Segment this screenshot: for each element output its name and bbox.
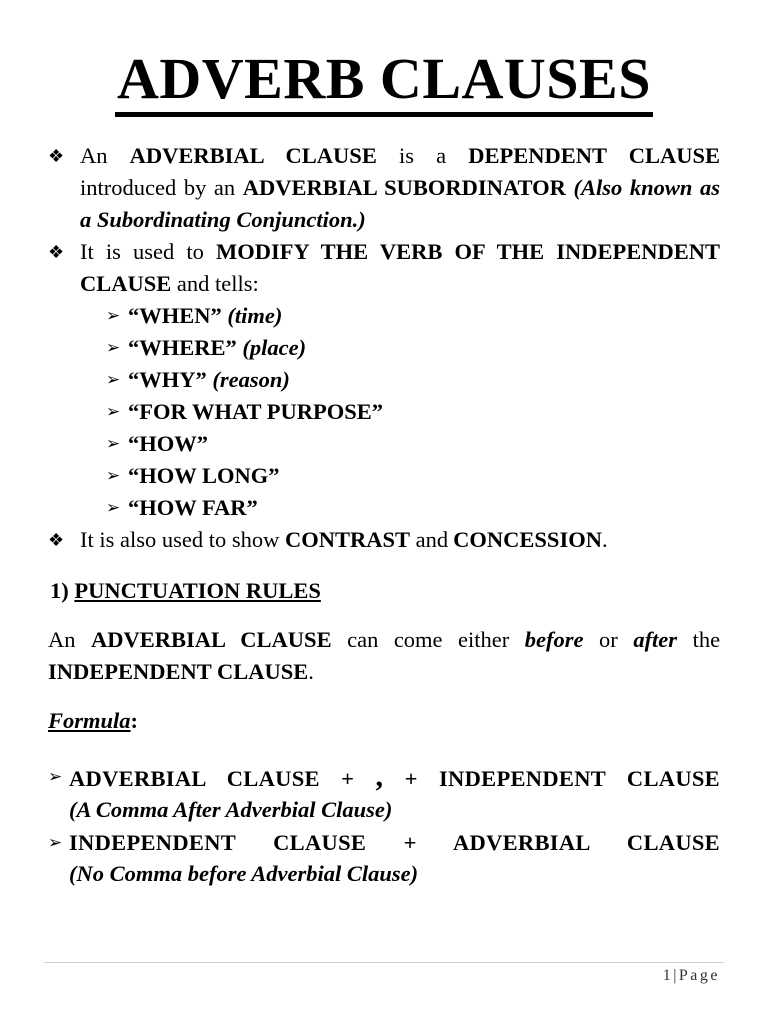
formula-label-text: Formula — [48, 708, 131, 733]
footer-divider — [44, 962, 724, 963]
formula-rule-2-part-a: INDEPENDENT CLAUSE + ADVERBIAL CLAUSE — [69, 830, 720, 855]
para-the: the — [692, 627, 721, 652]
para-term-independent-clause: INDEPENDENT CLAUSE — [48, 659, 309, 684]
tells-label: “FOR WHAT PURPOSE” — [128, 399, 384, 424]
intro-3-text-b: and — [415, 527, 449, 552]
page-label: Page — [678, 967, 720, 984]
intro-2-text-a: It is used to — [80, 239, 204, 264]
tells-label: “HOW FAR” — [128, 495, 258, 520]
intro-1-text-a: An — [80, 143, 108, 168]
formula-rule-1-part-b: + INDEPENDENT CLAUSE — [404, 766, 720, 791]
intro-3-period: . — [601, 527, 608, 552]
formula-label — [48, 705, 138, 737]
list-item — [106, 300, 720, 332]
page-title: ADVERB CLAUSES — [115, 48, 653, 117]
arrow-bullet-icon: ➢ — [48, 833, 63, 852]
list-item — [106, 396, 720, 428]
intro-2-text-b: and tells: — [176, 271, 259, 296]
footer-separator: | — [673, 967, 679, 984]
intro-1-term-subordinator: ADVERBIAL SUBORDINATOR — [242, 175, 566, 200]
list-item — [106, 428, 720, 460]
arrow-bullet-icon: ➢ — [106, 402, 121, 421]
tells-label: “HOW LONG” — [128, 463, 280, 488]
tells-hint: (place) — [242, 335, 307, 360]
list-item — [106, 492, 720, 524]
para-period: . — [308, 659, 314, 684]
tells-list — [106, 300, 720, 524]
arrow-bullet-icon: ➢ — [106, 434, 121, 453]
formula-rule-1-note: (A Comma After Adverbial Clause) — [69, 797, 393, 822]
formula-rule-2-main — [48, 827, 720, 858]
intro-1-text-c: introduced by an — [80, 175, 236, 200]
formula-rule-1-part-a: ADVERBIAL CLAUSE + — [69, 766, 355, 791]
list-item — [106, 332, 720, 364]
section-title: PUNCTUATION RULES — [74, 578, 321, 603]
tells-hint: (reason) — [212, 367, 290, 392]
title-wrapper — [0, 48, 768, 117]
formula-rule-1-comma: , — [375, 760, 384, 793]
arrow-bullet-icon: ➢ — [106, 370, 121, 389]
intro-3-term-contrast: CONTRAST — [285, 527, 411, 552]
section-heading-punctuation — [50, 575, 321, 607]
formula-rule-1-main — [48, 761, 720, 794]
tells-hint: (time) — [227, 303, 283, 328]
arrow-bullet-icon: ➢ — [48, 767, 63, 786]
intro-3-text-a: It is also used to show — [80, 527, 280, 552]
diamond-bullet-icon: ❖ — [48, 530, 65, 550]
intro-bullet-2 — [48, 236, 720, 300]
diamond-bullet-icon: ❖ — [48, 242, 65, 262]
page-number: 1 — [662, 967, 674, 984]
arrow-bullet-icon: ➢ — [106, 466, 121, 485]
para-before: before — [524, 627, 584, 652]
para-text-b: can come either — [347, 627, 510, 652]
intro-1-text-b: is a — [398, 143, 447, 168]
para-or: or — [599, 627, 618, 652]
intro-1-term-dependent-clause: DEPENDENT CLAUSE — [468, 143, 721, 168]
para-text-a: An — [48, 627, 76, 652]
intro-3-term-concession: CONCESSION — [453, 527, 602, 552]
arrow-bullet-icon: ➢ — [106, 306, 121, 325]
para-term-adverbial-clause: ADVERBIAL CLAUSE — [91, 627, 332, 652]
intro-1-note: (Also known as a Subordinating Conjunction.) — [80, 175, 720, 232]
tells-label: “WHEN” — [128, 303, 222, 328]
tells-label: “WHY” — [128, 367, 207, 392]
intro-section — [48, 140, 720, 556]
intro-bullet-3 — [48, 524, 720, 556]
punctuation-paragraph — [48, 624, 720, 688]
tells-label: “HOW” — [128, 431, 209, 456]
formula-rule-2-note: (No Comma before Adverbial Clause) — [69, 861, 419, 886]
intro-2-term-modify: MODIFY THE VERB OF THE INDEPENDENT CLAUSE — [80, 239, 720, 296]
arrow-bullet-icon: ➢ — [106, 338, 121, 357]
formula-rule-1 — [48, 761, 720, 825]
list-item — [106, 364, 720, 396]
list-item — [106, 460, 720, 492]
page-footer — [663, 964, 720, 988]
section-number: 1) — [50, 578, 69, 603]
para-after: after — [633, 627, 678, 652]
formula-rule-2 — [48, 827, 720, 889]
diamond-bullet-icon: ❖ — [48, 146, 65, 166]
intro-1-term-adverbial-clause: ADVERBIAL CLAUSE — [129, 143, 377, 168]
tells-label: “WHERE” — [128, 335, 237, 360]
arrow-bullet-icon: ➢ — [106, 498, 121, 517]
formula-colon: : — [130, 708, 139, 733]
intro-bullet-1 — [48, 140, 720, 236]
